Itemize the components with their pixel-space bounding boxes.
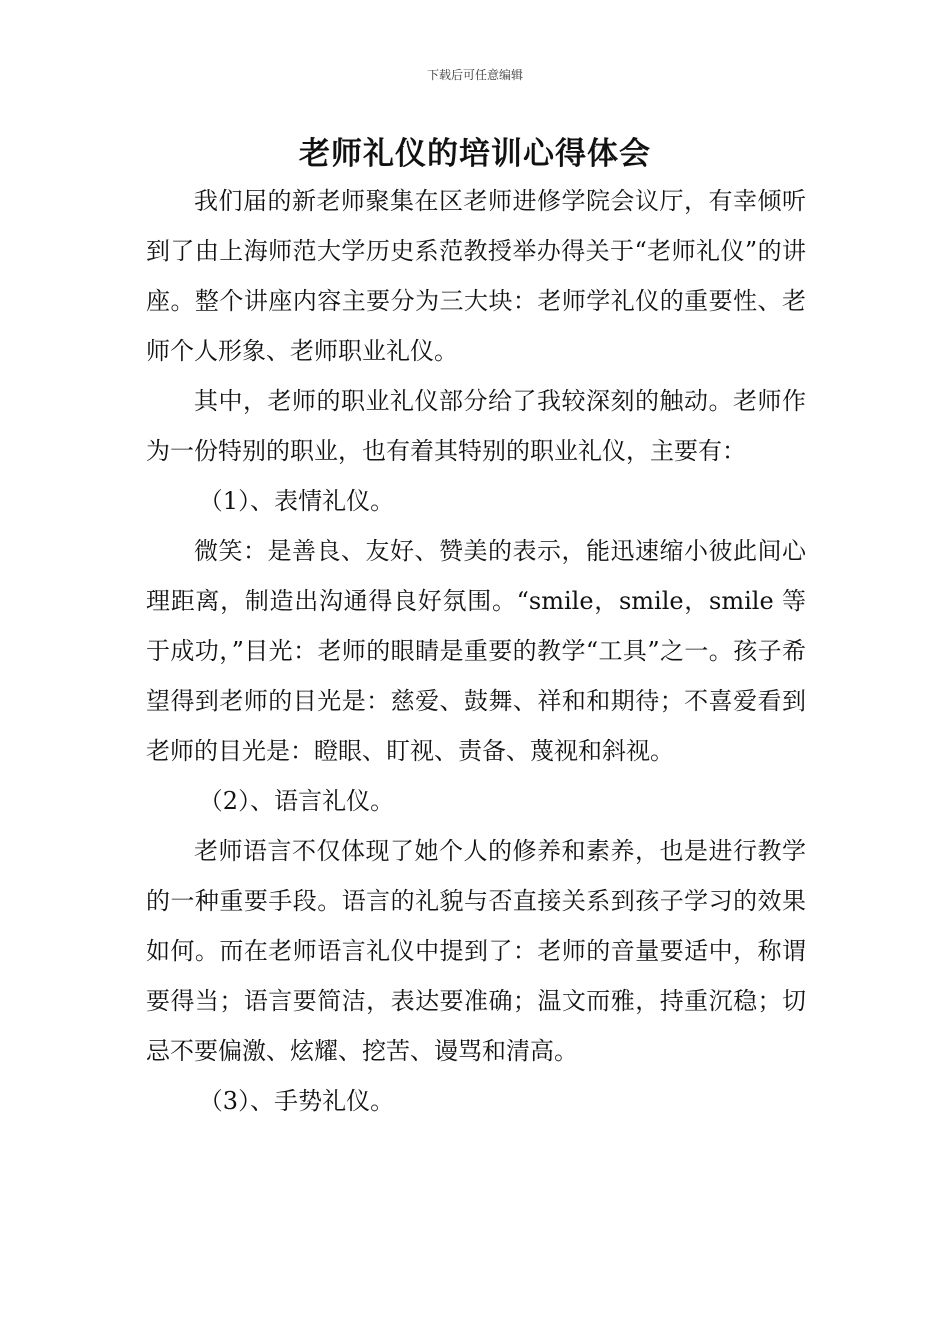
paragraph-expression: 微笑：是善良、友好、赞美的表示，能迅速缩小彼此间心理距离，制造出沟通得良好氛围。“smile，smile，smile 等于成功，”目光：老师的眼睛是重要的教学“工具”之一。孩子希望得到老师的目光是：慈爱、鼓舞、祥和和期待；不喜爱看到老师的目光是：瞪眼、盯视、责备、蔑视和斜视。 bbox=[146, 537, 806, 765]
paragraph-language: 老师语言不仅体现了她个人的修养和素养，也是进行教学的一种重要手段。语言的礼貌与否直接关系到孩子学习的效果如何。而在老师语言礼仪中提到了：老师的音量要适中，称谓要得当；语言要简洁，表达要准确；温文而雅，持重沉稳；切忌不要偏激、炫耀、挖苦、谩骂和清高。 bbox=[146, 837, 806, 1065]
page-header-note: 下载后可任意编辑 bbox=[426, 68, 523, 82]
paragraph-intro: 我们届的新老师聚集在区老师进修学院会议厅，有幸倾听到了由上海师范大学历史系范教授举办得关于“老师礼仪”的讲座。整个讲座内容主要分为三大块：老师学礼仪的重要性、老师个人形象、老师职业礼仪。 bbox=[146, 187, 806, 365]
document-title: 老师礼仪的培训心得体会 bbox=[299, 136, 651, 172]
paragraph-professional-etiquette: 其中，老师的职业礼仪部分给了我较深刻的触动。老师作为一份特别的职业，也有着其特别的职业礼仪，主要有： bbox=[146, 387, 806, 465]
document-body bbox=[146, 176, 806, 1126]
section-heading-expression: （1）、表情礼仪。 bbox=[198, 487, 395, 515]
section-heading-gesture: （3）、手势礼仪。 bbox=[198, 1087, 395, 1115]
section-heading-language: （2）、语言礼仪。 bbox=[198, 787, 395, 815]
